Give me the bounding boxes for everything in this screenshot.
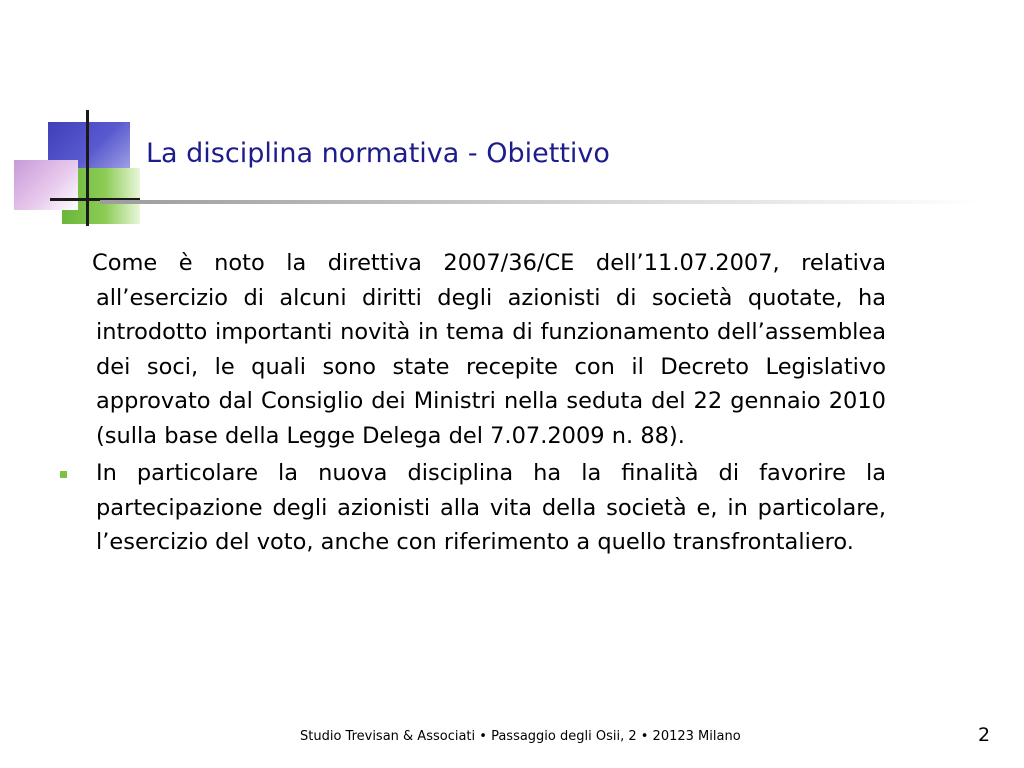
square-bullet-icon: [60, 471, 67, 478]
body-paragraph-1-text: Come è noto la direttiva 2007/36/CE dell’11.07.2007, relativa all’esercizio di alcuni diritti degli azionisti di società quotate, ha introdotto importanti novità in tema di funzionamento dell’assemblea dei soci, le quali sono state recepite con il Decreto Legislativo approvato dal Consiglio dei Ministri nella seduta del 22 gennaio 2010 (sulla base della Legge Delega del 7.07.2009 n. 88).: [92, 250, 886, 449]
body-paragraph-1: [60, 246, 886, 453]
page-number: 2: [978, 724, 991, 746]
slide-title: La disciplina normativa - Obiettivo: [146, 138, 610, 169]
logo-pink-square: [14, 160, 78, 210]
slide-body: [60, 246, 886, 560]
title-rule: [100, 200, 980, 204]
body-paragraph-2-text: In particolare la nuova disciplina ha la finalità di favorire la partecipazione degli azionisti alla vita della società e, in particolare, l’esercizio del voto, anche con riferimento a quello transfrontaliero.: [96, 460, 886, 555]
slide-footer: Studio Trevisan & Associati • Passaggio degli Osii, 2 • 20123 Milano: [300, 729, 741, 744]
slide-logo: [0, 0, 150, 240]
body-paragraph-2: [60, 456, 886, 560]
logo-vertical-line: [86, 110, 89, 226]
